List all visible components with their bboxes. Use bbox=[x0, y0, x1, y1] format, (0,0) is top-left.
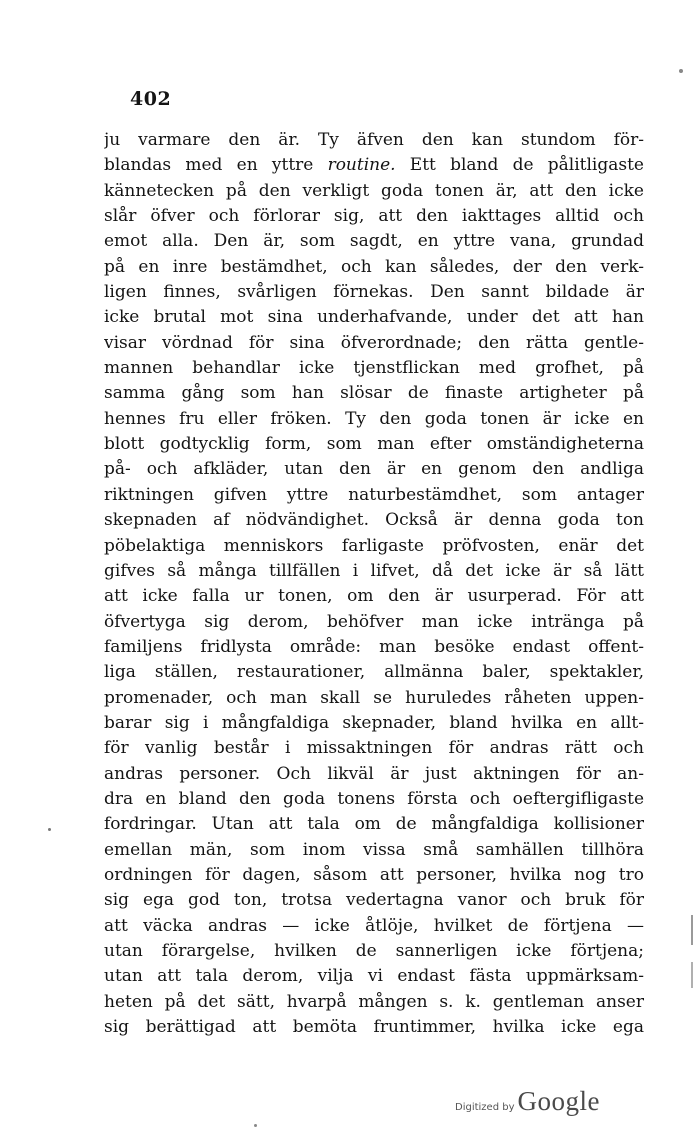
text-segment: promenader, och man skall se huruledes råheten uppen- bbox=[104, 687, 644, 708]
text-line bbox=[104, 305, 644, 330]
text-line bbox=[104, 1015, 644, 1040]
text-segment: routine. bbox=[327, 155, 396, 176]
text-segment: ju varmare den är. Ty äfven den kan stundom för- bbox=[104, 130, 644, 150]
text-line bbox=[104, 660, 644, 685]
text-line bbox=[104, 584, 644, 609]
text-line bbox=[104, 381, 644, 406]
watermark-brand: Google bbox=[517, 1086, 600, 1116]
text-segment: att väcka andras — icke åtlöje, hvilket de förtjena — bbox=[104, 915, 644, 936]
text-segment: sig berättigad att bemöta fruntimmer, hvilka icke ega bbox=[104, 1017, 644, 1038]
text-line bbox=[104, 787, 644, 812]
text-segment: sig ega god ton, trotsa vedertagna vanor och bruk för bbox=[104, 890, 644, 911]
text-segment: utan förargelse, hvilken de sannerligen icke förtjena; bbox=[104, 941, 644, 961]
text-line bbox=[104, 610, 644, 635]
text-segment: pöbelaktiga menniskors farligaste pröfvosten, enär det bbox=[104, 535, 644, 556]
text-segment: öfvertyga sig derom, behöfver man icke intränga på bbox=[104, 611, 644, 632]
text-segment: att icke falla ur tonen, om den är usurperad. För att bbox=[104, 586, 644, 607]
text-segment: heten på det sätt, hvarpå mången s. k. gentleman anser bbox=[104, 991, 644, 1012]
page-number: 402 bbox=[130, 88, 172, 110]
text-segment: slår öfver och förlorar sig, att den iakttages alltid och bbox=[104, 206, 644, 227]
text-segment: samma gång som han slösar de finaste artigheter på bbox=[104, 383, 644, 404]
text-segment: dra en bland den goda tonens första och oeftergifligaste bbox=[104, 788, 644, 809]
text-segment: Ett bland de pålitligaste bbox=[395, 155, 644, 176]
text-segment: kännetecken på den verkligt goda tonen är, att den icke bbox=[104, 180, 644, 201]
text-segment: på en inre bestämdhet, och kan således, der den verk- bbox=[104, 256, 644, 277]
scan-speck-left bbox=[48, 828, 51, 831]
text-segment: emellan män, som inom vissa små samhällen tillhöra bbox=[104, 839, 644, 860]
text-line bbox=[104, 964, 644, 989]
text-segment: ligen finnes, svårligen förnekas. Den sannt bildade är bbox=[104, 282, 644, 303]
text-segment: familjens fridlysta område: man besöke endast offent- bbox=[104, 636, 644, 657]
scan-speck-top bbox=[679, 69, 683, 73]
text-segment: fordringar. Utan att tala om de mångfaldiga kollisioner bbox=[104, 814, 644, 835]
text-segment: för vanlig består i missaktningen för andras rätt och bbox=[104, 738, 644, 759]
text-line bbox=[104, 711, 644, 736]
text-segment: hennes fru eller fröken. Ty den goda tonen är icke en bbox=[104, 408, 644, 429]
text-segment: icke brutal mot sina underhafvande, under det att han bbox=[104, 307, 644, 328]
text-segment: blandas med en yttre bbox=[104, 155, 328, 176]
scan-edge-mark bbox=[691, 915, 693, 945]
text-segment: blott godtycklig form, som man efter omständigheterna bbox=[104, 434, 644, 455]
text-line bbox=[104, 838, 644, 863]
watermark-prefix: Digitized by bbox=[455, 1102, 515, 1113]
text-line bbox=[104, 179, 644, 204]
text-segment: gifves så många tillfällen i lifvet, då det icke är så lätt bbox=[104, 560, 644, 581]
text-line bbox=[104, 888, 644, 913]
text-line bbox=[104, 153, 644, 178]
text-line bbox=[104, 939, 644, 964]
text-line bbox=[104, 635, 644, 660]
digitization-watermark bbox=[455, 1086, 600, 1117]
text-segment: emot alla. Den är, som sagdt, en yttre vana, grundad bbox=[104, 231, 644, 252]
text-line bbox=[104, 280, 644, 305]
text-line bbox=[104, 331, 644, 356]
scan-edge-mark bbox=[691, 962, 693, 988]
text-line bbox=[104, 686, 644, 711]
text-line bbox=[104, 407, 644, 432]
text-line bbox=[104, 204, 644, 229]
scan-speck-bottom bbox=[254, 1124, 257, 1127]
text-line bbox=[104, 762, 644, 787]
text-segment: andras personer. Och likväl är just aktningen för an- bbox=[104, 763, 644, 784]
text-segment: skepnaden af nödvändighet. Också är denna goda ton bbox=[104, 510, 644, 531]
text-line bbox=[104, 255, 644, 280]
text-segment: utan att tala derom, vilja vi endast fästa uppmärksam- bbox=[104, 966, 644, 987]
text-segment: på- och afkläder, utan den är en genom den andliga bbox=[104, 459, 644, 480]
text-segment: visar vördnad för sina öfverordnade; den rätta gentle- bbox=[104, 332, 644, 353]
body-text bbox=[104, 128, 644, 1040]
text-segment: ordningen för dagen, såsom att personer, hvilka nog tro bbox=[104, 864, 644, 885]
text-line bbox=[104, 229, 644, 254]
text-line bbox=[104, 863, 644, 888]
text-line bbox=[104, 534, 644, 559]
text-line bbox=[104, 356, 644, 381]
text-segment: mannen behandlar icke tjenstflickan med grofhet, på bbox=[104, 358, 644, 379]
text-line bbox=[104, 128, 644, 153]
text-line bbox=[104, 432, 644, 457]
text-line bbox=[104, 559, 644, 584]
text-segment: riktningen gifven yttre naturbestämdhet, som antager bbox=[104, 484, 644, 505]
text-line bbox=[104, 457, 644, 482]
text-line bbox=[104, 508, 644, 533]
text-line bbox=[104, 736, 644, 761]
text-segment: barar sig i mångfaldiga skepnader, bland hvilka en allt- bbox=[104, 712, 644, 733]
text-line bbox=[104, 483, 644, 508]
text-line bbox=[104, 914, 644, 939]
text-line bbox=[104, 812, 644, 837]
text-line bbox=[104, 990, 644, 1015]
text-segment: liga ställen, restaurationer, allmänna baler, spektakler, bbox=[104, 662, 644, 683]
